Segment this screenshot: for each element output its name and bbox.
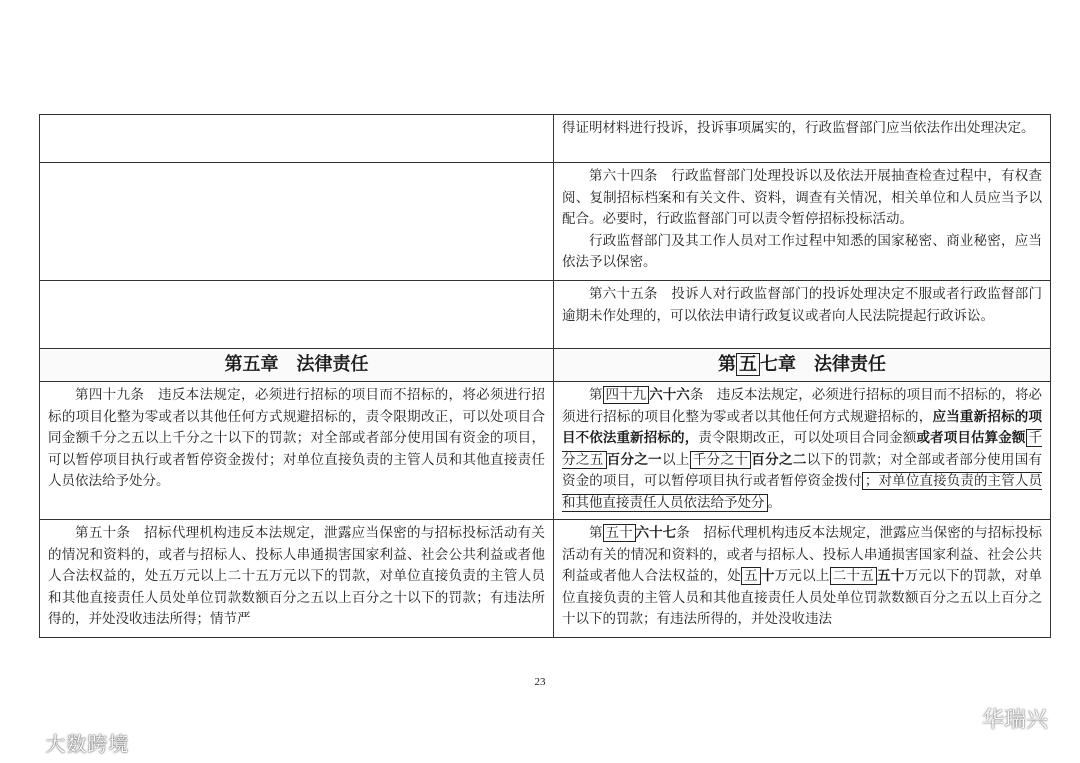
- right-cell: [554, 163, 1051, 281]
- article-prefix: 第: [589, 525, 603, 541]
- article-text: 条 违反本法规定，必须进行招标的项目而不招标的，将必须进行招标的项目化整为零或者以其他任何方式规避招标的，: [562, 387, 1042, 425]
- table-row: [40, 163, 1051, 281]
- weibo-logo-icon: [8, 735, 38, 757]
- left-cell: [40, 281, 554, 349]
- watermark-left: [8, 728, 129, 757]
- article-64-text: 第六十四条 行政监督部门处理投诉以及依法开展抽查检查过程中，有权查阅、复制招标档案和有关文件、资料，调查有关情况，相关单位和人员应当予以配合。必要时，行政监督部门可以责令暂停招标投标活动。: [562, 168, 1042, 227]
- article-text: 条 招标代理机构违反本法规定，泄露应当保密的与招标投标活动有关的情况和资料的，或者与招标人、投标人串通损害国家利益、社会公共利益或者他人合法权益的，处: [562, 525, 1042, 584]
- deleted-text: ；对单位直接负责的主管人员和其他直接责任人员依法给予处分: [562, 473, 1043, 511]
- article-64-para2: 行政监督部门及其工作人员对工作过程中知悉的国家秘密、商业秘密，应当依法予以保密。: [562, 232, 1042, 270]
- article-49-old: 第四十九条 违反本法规定，必须进行招标的项目而不招标的，将必须进行招标的项目化整为零或者以其他任何方式规避招标的，责令限期改正，可以处项目合同金额千分之五以上千分之十以下的罚款；对全部或者部分使用国有资金的项目，可以暂停项目执行或者暂停资金拨付；对单位直接负责的主管人员和其他直接责任人员依法给予处分。: [48, 387, 545, 489]
- chapter-row: [40, 349, 1051, 382]
- article-text: 责令限期改正，可以处项目合同金额: [698, 430, 917, 446]
- right-cell: [554, 115, 1051, 163]
- left-cell: [40, 163, 554, 281]
- chapter-title-left: 第五章 法律责任: [40, 349, 554, 382]
- inserted-text: 百分之二: [751, 451, 807, 468]
- article-50-old: 第五十条 招标代理机构违反本法规定，泄露应当保密的与招标投标活动有关的情况和资料的，或者与招标人、投标人串通损害国家利益、社会公共利益或者他人合法权益的，处五万元以上二十五万元以下的罚款，对单位直接负责的主管人员和其他直接责任人员处单位罚款数额百分之五以上百分之十以下的罚款；有违法所得的，并处没收违法所得；情节严: [48, 525, 545, 627]
- article-67-new: [562, 523, 1042, 631]
- article-65-text: 第六十五条 投诉人对行政监督部门的投诉处理决定不服或者行政监督部门逾期未作处理的，可以依法申请行政复议或者向人民法院提起行政诉讼。: [562, 286, 1042, 324]
- comparison-table: [39, 114, 1051, 638]
- table-row: [40, 520, 1051, 638]
- article-text: 得证明材料进行投诉，投诉事项属实的，行政监督部门应当依法作出处理决定。: [562, 120, 1035, 136]
- article-text: 万元以下的罚款，对单位直接负责的主管人员和其他直接责任人员处单位罚款数额百分之五以上百分之十以下的罚款；有违法所得的，并处没收违法: [562, 568, 1043, 627]
- inserted-text: 五十: [877, 568, 905, 584]
- left-cell: [40, 115, 554, 163]
- table-row: [40, 281, 1051, 349]
- inserted-text: 十: [760, 568, 775, 584]
- page-number: 23: [534, 676, 546, 688]
- right-cell: [554, 281, 1051, 349]
- inserted-text: 应当重新招标的项目不依法重新招标的，: [562, 408, 1043, 446]
- article-text: 以上: [662, 451, 690, 468]
- table-row: [40, 115, 1051, 163]
- chapter-title-right: [554, 349, 1051, 382]
- right-cell: [554, 520, 1051, 638]
- inserted-text: 六十六: [649, 387, 690, 403]
- deleted-text: 五十: [603, 524, 636, 542]
- inserted-text: 六十七: [635, 525, 677, 541]
- deleted-text: 千分之十: [690, 451, 751, 469]
- deleted-text: 千分之五: [562, 430, 1043, 468]
- article-text: 。: [767, 494, 781, 511]
- article-text: 万元以上: [774, 568, 830, 584]
- inserted-text: 七章 法律责任: [760, 354, 886, 375]
- inserted-text: 或者项目估算金额: [916, 430, 1026, 446]
- article-66-new: [562, 385, 1042, 514]
- article-text: 以下的罚款；对全部或者部分使用国有资金的项目，可以暂停项目执行或者暂停资金拨付: [562, 451, 1043, 489]
- inserted-text: 百分之一: [606, 451, 663, 468]
- right-cell: [554, 382, 1051, 520]
- deleted-text: 五: [741, 567, 761, 585]
- watermark-right: [948, 703, 1048, 734]
- table-row: [40, 382, 1051, 520]
- article-prefix: 第: [589, 387, 603, 403]
- deleted-text: 四十九: [603, 386, 650, 404]
- deleted-text: 五: [736, 353, 760, 376]
- watermark-right-text: 华瑞兴: [981, 708, 1048, 733]
- watermark-left-text: 大数跨境: [45, 732, 130, 756]
- left-cell: [40, 520, 554, 638]
- deleted-text: 二十五: [830, 567, 877, 585]
- left-cell: [40, 382, 554, 520]
- wechat-icon: [948, 707, 976, 731]
- chapter-prefix: 第: [718, 354, 736, 375]
